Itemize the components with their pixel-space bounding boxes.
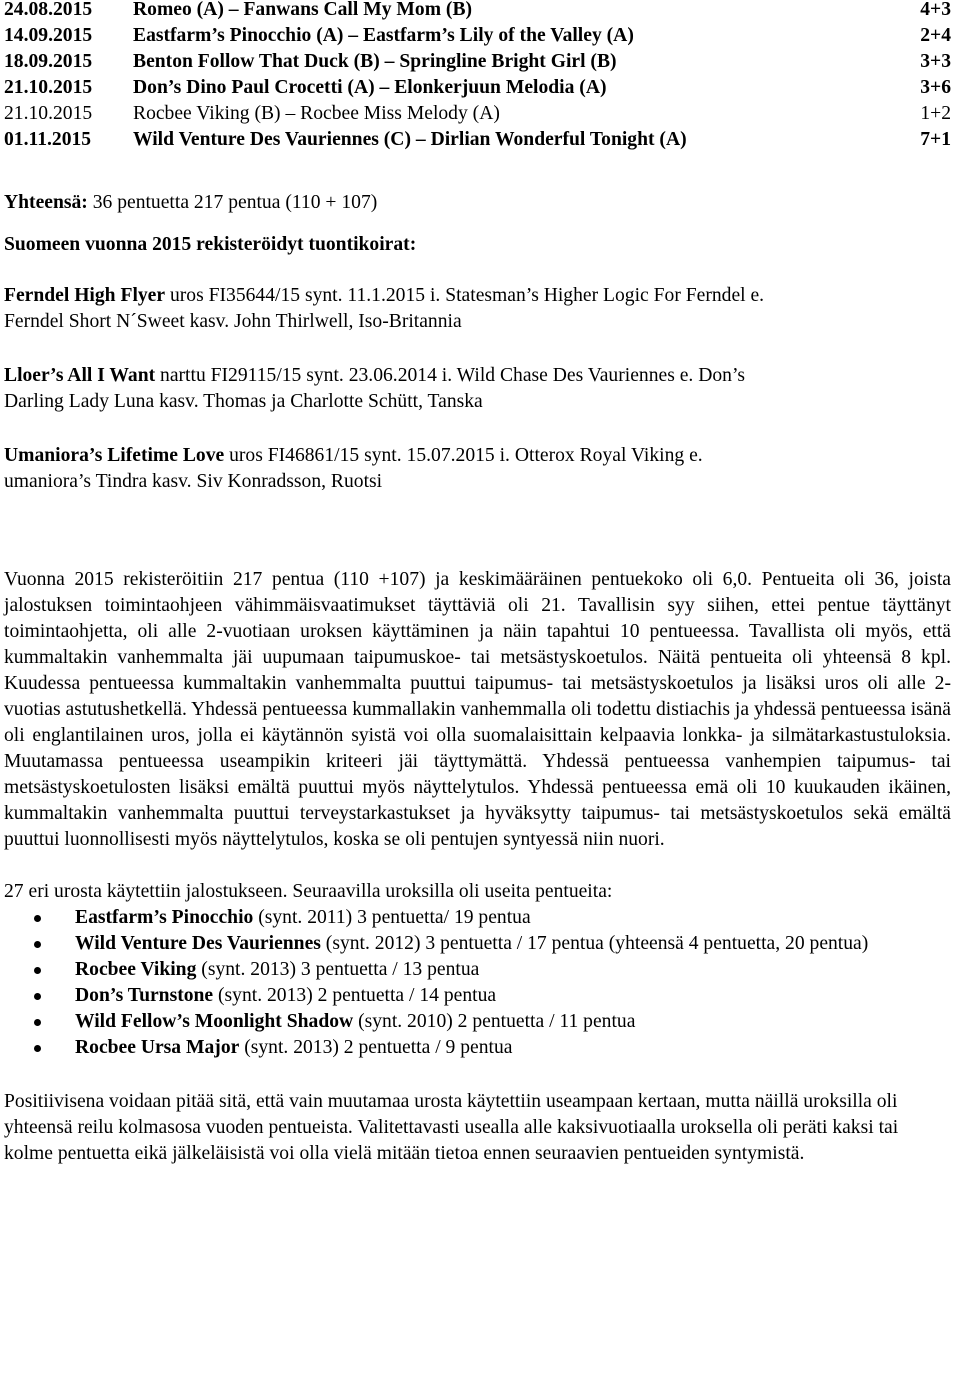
import-details: uros FI46861/15 synt. 15.07.2015 i. Otterox Royal Viking e. xyxy=(224,445,703,466)
sire-list-item xyxy=(4,957,951,983)
total-label: Yhteensä: xyxy=(4,192,88,213)
sire-detail: (synt. 2012) 3 pentuetta / 17 pentua (yhteensä 4 pentuetta, 20 pentua) xyxy=(320,933,869,954)
closing-paragraph: Positiivisena voidaan pitää sitä, että vain muutamaa urosta käytettiin useampaan kertaan, mutta näillä uroksilla oli yhteensä reilu kolmasosa vuoden pentueista. Valitettavasti usealla alle kaksivuotiaalla uroksella oli peräti kaksi tai kolme pentuetta eikä jälkeläisistä voi olla vielä mitään tietoa ennen seuraavien pentueiden syntymistä. xyxy=(4,1091,899,1164)
litter-count: 3+6 xyxy=(920,77,951,98)
litter-date: 21.10.2015 xyxy=(4,77,93,98)
closing-section xyxy=(4,1089,951,1167)
litter-date: 14.09.2015 xyxy=(4,25,93,46)
sire-name: Rocbee Viking xyxy=(75,959,197,980)
bullet-icon xyxy=(34,967,41,974)
sire-name: Wild Fellow’s Moonlight Shadow xyxy=(75,1011,354,1032)
litter-list xyxy=(4,0,951,153)
litter-row xyxy=(4,75,951,101)
sire-list xyxy=(4,905,951,1061)
litter-total xyxy=(4,190,951,216)
bullet-icon xyxy=(34,1019,41,1026)
bullet-icon xyxy=(34,993,41,1000)
litter-count: 2+4 xyxy=(920,25,951,46)
import-entry xyxy=(4,283,951,335)
litter-count: 7+1 xyxy=(920,129,951,150)
sire-detail: (synt. 2011) 3 pentuetta/ 19 pentua xyxy=(253,907,531,928)
litter-parents: Rocbee Viking (B) – Rocbee Miss Melody (A) xyxy=(133,103,500,124)
sire-detail: (synt. 2013) 3 pentuetta / 13 pentua xyxy=(196,959,480,980)
bullet-icon xyxy=(34,941,41,948)
bullet-icon xyxy=(34,915,41,922)
sire-list-item xyxy=(4,931,951,957)
litter-parents: Don’s Dino Paul Crocetti (A) – Elonkerjuun Melodia (A) xyxy=(133,77,607,98)
litter-parents: Eastfarm’s Pinocchio (A) – Eastfarm’s Lily of the Valley (A) xyxy=(133,25,634,46)
litter-parents: Benton Follow That Duck (B) – Springline Bright Girl (B) xyxy=(133,51,617,72)
litter-parents: Wild Venture Des Vauriennes (C) – Dirlian Wonderful Tonight (A) xyxy=(133,129,687,150)
sire-name: Don’s Turnstone xyxy=(75,985,214,1006)
summary-paragraph: Vuonna 2015 rekisteröitiin 217 pentua (110 +107) ja keskimääräinen pentuekoko oli 6,0. Pentueita oli 36, joista jalostuksen toimintaohjeen vähimmäisvaatimukset täyttäviä oli 21. Tavallisin syy siihen, ettei pentue täyttänyt toimintaohjetta, oli alle 2-vuotiaan uroksen käyttäminen ja näin tapahtui 10 pentueessa. Tavallista oli myös, että kummaltakin vanhemmalta jäi uupumaan taipumuskoe- tai metsästyskoetulos. Näitä pentueita oli yhteensä 8 kpl. Kuudessa pentueessa kummaltakin vanhemmalta puuttui taipumus- tai metsästyskoetulos ja lisäksi uros oli alle 2-vuotias astutushetkellä. Yhdessä pentueessa kummallakin vanhemmalla oli todettu distiachis ja yhdessä pentueessa isänä oli englantilainen uros, jolla ei käytännön syistä voi olla suomalaisittain kelpaavia lonkka- ja silmätarkastustuloksia. Muutamassa pentueessa useampikin kriteeri jäi täyttymättä. Yhdessä pentueessa vanhempien taipumus- tai metsästyskoetulosten lisäksi emältä puuttui myös näyttelytulos. Yhdessä pentueessa emä oli 10 kuukauden ikäinen, kummaltakin vanhemmalta puuttui terveystarkastukset ja hyväksytty taipumus- tai metsästyskoetulos sekä emältä puuttui luonnollisesti myös näyttelytulos, koska se oli pentujen syntyessä niin nuori. xyxy=(4,569,951,850)
import-details-cont: Darling Lady Luna kasv. Thomas ja Charlotte Schütt, Tanska xyxy=(4,391,483,412)
litter-date: 01.11.2015 xyxy=(4,129,92,150)
sires-intro: 27 eri urosta käytettiin jalostukseen. Seuraavilla uroksilla oli useita pentueita: xyxy=(4,881,613,902)
summary-section xyxy=(4,567,951,853)
import-dog-name: Ferndel High Flyer xyxy=(4,285,166,306)
import-dog-name: Lloer’s All I Want xyxy=(4,365,156,386)
import-entry xyxy=(4,443,951,495)
import-entry xyxy=(4,363,951,415)
total-text: 36 pentuetta 217 pentua (110 + 107) xyxy=(87,192,378,213)
litter-date: 24.08.2015 xyxy=(4,0,93,20)
litter-row xyxy=(4,0,951,23)
litter-count: 3+3 xyxy=(920,51,951,72)
sire-list-item xyxy=(4,1035,951,1061)
litter-date: 21.10.2015 xyxy=(4,103,93,124)
litter-count: 1+2 xyxy=(920,103,951,124)
sire-detail: (synt. 2010) 2 pentuetta / 11 pentua xyxy=(353,1011,636,1032)
litter-date: 18.09.2015 xyxy=(4,51,93,72)
litter-row xyxy=(4,23,951,49)
sire-list-item xyxy=(4,905,951,931)
litter-parents: Romeo (A) – Fanwans Call My Mom (B) xyxy=(133,0,473,20)
sire-list-item xyxy=(4,983,951,1009)
import-details-cont: Ferndel Short N´Sweet kasv. John Thirlwell, Iso-Britannia xyxy=(4,311,462,332)
litter-row xyxy=(4,49,951,75)
litter-row xyxy=(4,127,951,153)
sire-list-item xyxy=(4,1009,951,1035)
imports-heading: Suomeen vuonna 2015 rekisteröidyt tuontikoirat: xyxy=(4,234,417,255)
sire-name: Wild Venture Des Vauriennes xyxy=(75,933,321,954)
import-details: uros FI35644/15 synt. 11.1.2015 i. Statesman’s Higher Logic For Ferndel e. xyxy=(165,285,765,306)
import-list xyxy=(4,283,951,495)
litter-count: 4+3 xyxy=(920,0,951,20)
sire-detail: (synt. 2013) 2 pentuetta / 14 pentua xyxy=(213,985,497,1006)
import-details-cont: umaniora’s Tindra kasv. Siv Konradsson, Ruotsi xyxy=(4,471,383,492)
sire-name: Rocbee Ursa Major xyxy=(75,1037,240,1058)
sire-detail: (synt. 2013) 2 pentuetta / 9 pentua xyxy=(239,1037,513,1058)
bullet-icon xyxy=(34,1045,41,1052)
sire-name: Eastfarm’s Pinocchio xyxy=(75,907,254,928)
litter-row xyxy=(4,101,951,127)
import-details: narttu FI29115/15 synt. 23.06.2014 i. Wild Chase Des Vauriennes e. Don’s xyxy=(155,365,746,386)
import-dog-name: Umaniora’s Lifetime Love xyxy=(4,445,225,466)
